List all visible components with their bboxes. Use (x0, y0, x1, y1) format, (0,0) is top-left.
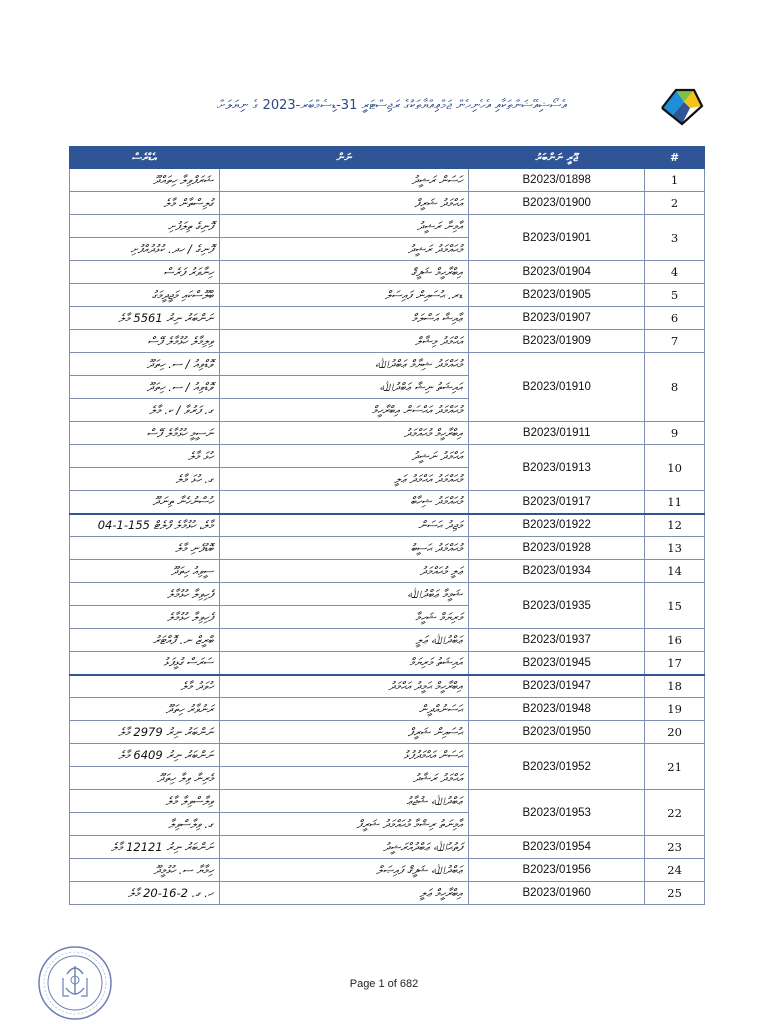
address-cell: ނަސީމީ ހުޅުމާލެ ފޭސް (70, 422, 220, 445)
row-number-cell: 14 (645, 560, 705, 583)
address-cell: ގުލިސްތާން މާލެ (70, 192, 220, 215)
table-row (70, 537, 705, 560)
name-cell: އިބްރާހީމް މުޙައްމަދު (220, 422, 469, 445)
row-number-cell: 22 (645, 790, 705, 836)
organization-logo (660, 86, 704, 128)
registration-number-cell: B2023/01900 (469, 192, 645, 215)
address-cell: ނަންބަރު ނިރު 6409 މާލެ (70, 744, 220, 767)
row-number-cell: 23 (645, 836, 705, 859)
name-cell: މުޙައްމަދު ރަޝީދު (220, 238, 469, 261)
address-cell: ގ. ފަރުވާ / ކ. މާލެ (70, 399, 220, 422)
address-cell: ވިލިމާލެ ހުޅުމާލެ ފޭސް (70, 330, 220, 353)
row-number-cell: 15 (645, 583, 705, 629)
column-header-reg: ޖޫރީ ނަންބަރު (469, 147, 645, 169)
row-number-cell: 5 (645, 284, 705, 307)
address-cell: ނަންބަރު ނިރު 5561 މާލެ (70, 307, 220, 330)
address-cell: ބްލޫސްކައި މަޖީދީމަގު (70, 284, 220, 307)
column-header-num: # (645, 147, 705, 169)
registration-number-cell: B2023/01928 (469, 537, 645, 560)
name-cell: އައިޝަތު ނިޝާ ޢަބްދުﷲ (220, 376, 469, 399)
row-number-cell: 21 (645, 744, 705, 790)
name-cell: ހަސަން ރަޝީދު (220, 169, 469, 192)
name-cell: މުޙައްމަދު އަޙްސަން އިބްރާހީމް (220, 399, 469, 422)
table-row (70, 215, 705, 238)
name-cell: އާމިނަތު ރިޝްމާ މުޙައްމަދު ޝަރީފް (220, 813, 469, 836)
registration-number-cell: B2023/01960 (469, 882, 645, 905)
name-cell: ޙަސަން އަޙްމަދުފުޅު (220, 744, 469, 767)
registration-number-cell: B2023/01905 (469, 284, 645, 307)
registration-number-cell: B2023/01913 (469, 445, 645, 491)
address-cell: ހުވަދު މާލެ (70, 675, 220, 698)
registration-number-cell: B2023/01909 (469, 330, 645, 353)
name-cell: ޢަބްދުﷲ ޝުޖާޢު (220, 790, 469, 813)
column-header-address: އެޑްރެސް (70, 147, 220, 169)
name-cell: ފަތުޙުﷲ ޢަބްދުއްރަޝީދު (220, 836, 469, 859)
name-cell: މުޙައްމަދު ޝިހާބް (220, 491, 469, 514)
row-number-cell: 25 (645, 882, 705, 905)
name-cell: އިބްރާހީމް ޝަފީޤް (220, 261, 469, 284)
table-row (70, 560, 705, 583)
table-row (70, 284, 705, 307)
registration-number-cell: B2023/01947 (469, 675, 645, 698)
address-cell: މާލެ، ހުޅުމާލެ ފްލެޓް 155-1-04 (70, 514, 220, 537)
table-row (70, 698, 705, 721)
address-cell: ހުސްނުހެނާ ތިނަދޫ (70, 491, 220, 514)
name-cell: ޢަލީ މުޙައްމަދު (220, 560, 469, 583)
table-row (70, 445, 705, 468)
registration-number-cell: B2023/01911 (469, 422, 645, 445)
table-row (70, 859, 705, 882)
table-row (70, 330, 705, 353)
address-cell: ބްރީޒް ނ. ފޮއްޓަރު (70, 629, 220, 652)
name-cell: ޢަބްދުﷲ ޢަލީ (220, 629, 469, 652)
document-title: އެސޯޝިއޭޝަންތަކާއި އެހެނިހެން ޖަމްޢިއްޔާތަކުގެ ރަޖިސްޓަރީ 31-ޑިސެމްބަރ-2023 ގެ ނިޔަލަށް (217, 98, 567, 113)
page-number: Page 1 of 682 (349, 978, 419, 990)
table-row (70, 422, 705, 445)
name-cell: ޙަސަނުއްދީން (220, 698, 469, 721)
row-number-cell: 17 (645, 652, 705, 675)
row-number-cell: 10 (645, 445, 705, 491)
row-number-cell: 19 (645, 698, 705, 721)
table-row (70, 491, 705, 514)
row-number-cell: 8 (645, 353, 705, 422)
address-cell: ހިމާޔާ ސ. ހުޅުމީދޫ (70, 859, 220, 882)
name-cell: ޢަބްދުﷲ ޝަފީޤް ފައިޞަލް (220, 859, 469, 882)
name-cell: ޙުސައިން ޝަރީފް (220, 721, 469, 744)
row-number-cell: 16 (645, 629, 705, 652)
name-cell: ޢާއިޝާ އަސްލަމް (220, 307, 469, 330)
address-cell: ހ. ގ. 2-16-20 މާލެ (70, 882, 220, 905)
row-number-cell: 7 (645, 330, 705, 353)
row-number-cell: 20 (645, 721, 705, 744)
row-number-cell: 9 (645, 422, 705, 445)
registration-number-cell: B2023/01904 (469, 261, 645, 284)
name-cell: އަޙްމަދު ރަޝާދު (220, 767, 469, 790)
address-cell: ސީވިއު ހިތަދޫ (70, 560, 220, 583)
table-row (70, 721, 705, 744)
table-row (70, 675, 705, 698)
address-cell: ފޮނިގެ / ހދ. ކުޅުދުއްފުށި (70, 238, 220, 261)
table-row (70, 514, 705, 537)
address-cell: ނަންބަރު ނިރު 12121 މާލެ (70, 836, 220, 859)
name-cell: މުޙައްމަދު ޙަސީބު (220, 537, 469, 560)
row-number-cell: 4 (645, 261, 705, 284)
table-row (70, 652, 705, 675)
name-cell: މަޖިދު ޙަސަން (220, 514, 469, 537)
table-row (70, 307, 705, 330)
registration-number-cell: B2023/01948 (469, 698, 645, 721)
row-number-cell: 2 (645, 192, 705, 215)
address-cell: ފޮނިގެ ތިލަފުށި (70, 215, 220, 238)
name-cell: ޑރ. ޙުސައިން ފައިސަލް (220, 284, 469, 307)
table-header-row (70, 147, 705, 169)
address-cell: ފެހިވިލާ ހުޅުމާލެ (70, 606, 220, 629)
address-cell: ގ. ވިލާސްވިލާ (70, 813, 220, 836)
table-row (70, 790, 705, 813)
name-cell: އިބްރާހީމް ޢަލީ (220, 882, 469, 905)
table-row (70, 192, 705, 215)
name-cell: އަޙްމަދު ނަޝީދު (220, 445, 469, 468)
table-row (70, 583, 705, 606)
name-cell: މުޙައްމަދު އަޙްމަދު ޢަލީ (220, 468, 469, 491)
name-cell: މަރިޔަމް ޝަހީމާ (220, 606, 469, 629)
address-cell: ފެހިވިލާ ހުޅުމާލެ (70, 583, 220, 606)
registration-number-cell: B2023/01907 (469, 307, 645, 330)
address-cell: ހުޅަ މާލެ (70, 445, 220, 468)
registration-number-cell: B2023/01945 (469, 652, 645, 675)
table-row (70, 836, 705, 859)
address-cell: ނަންބަރު ނިރު 2979 މާލެ (70, 721, 220, 744)
registration-number-cell: B2023/01935 (469, 583, 645, 629)
registration-number-cell: B2023/01952 (469, 744, 645, 790)
registration-number-cell: B2023/01917 (469, 491, 645, 514)
address-cell: ހިނާވަރު ފަރެސް (70, 261, 220, 284)
registration-number-cell: B2023/01956 (469, 859, 645, 882)
registry-table (69, 146, 705, 905)
row-number-cell: 11 (645, 491, 705, 514)
name-cell: ޝަމީމާ ޢަބްދުﷲ (220, 583, 469, 606)
table-row (70, 353, 705, 376)
table-row (70, 629, 705, 652)
table-row (70, 882, 705, 905)
table-row (70, 169, 705, 192)
registration-number-cell: B2023/01898 (469, 169, 645, 192)
address-cell: ވޮޑްވިއު / ސ. ހިތަދޫ (70, 353, 220, 376)
registration-number-cell: B2023/01954 (469, 836, 645, 859)
row-number-cell: 1 (645, 169, 705, 192)
row-number-cell: 3 (645, 215, 705, 261)
table-row (70, 261, 705, 284)
row-number-cell: 24 (645, 859, 705, 882)
registration-number-cell: B2023/01910 (469, 353, 645, 422)
registration-number-cell: B2023/01950 (469, 721, 645, 744)
address-cell: ބޮޑުފެނި މާލެ (70, 537, 220, 560)
row-number-cell: 13 (645, 537, 705, 560)
address-cell: ޝަރަފްވިލާ ހިތައްދޫ (70, 169, 220, 192)
address-cell: ގ. ހުޅަ މާލެ (70, 468, 220, 491)
table-row (70, 744, 705, 767)
registration-number-cell: B2023/01953 (469, 790, 645, 836)
registration-number-cell: B2023/01934 (469, 560, 645, 583)
name-cell: އަޙްމަދު މިޝާލް (220, 330, 469, 353)
address-cell: މެރިނާ ވިލާ ހިތަދޫ (70, 767, 220, 790)
address-cell: ވޮޑްވިއު / ސ. ހިތަދޫ (70, 376, 220, 399)
row-number-cell: 12 (645, 514, 705, 537)
address-cell: ސަރަސް ގުޅީފަޅު (70, 652, 220, 675)
name-cell: އައިޝަތު މަރިޔަމް (220, 652, 469, 675)
name-cell: އަޙްމަދު ޝަރީފް (220, 192, 469, 215)
name-cell: މުޙައްމަދު ޝިޔާމް ޢަބްދުﷲ (220, 353, 469, 376)
name-cell: އިބްރާހީމް ޙަމީދު އަޙްމަދު (220, 675, 469, 698)
row-number-cell: 18 (645, 675, 705, 698)
address-cell: ރަނުވާރު ހިތަދޫ (70, 698, 220, 721)
name-cell: އާމިނާ ރަޝީދު (220, 215, 469, 238)
registration-number-cell: B2023/01901 (469, 215, 645, 261)
row-number-cell: 6 (645, 307, 705, 330)
registration-number-cell: B2023/01922 (469, 514, 645, 537)
column-header-name: ނަން (220, 147, 469, 169)
registration-number-cell: B2023/01937 (469, 629, 645, 652)
address-cell: ވިލާސްވިލާ މާލެ (70, 790, 220, 813)
